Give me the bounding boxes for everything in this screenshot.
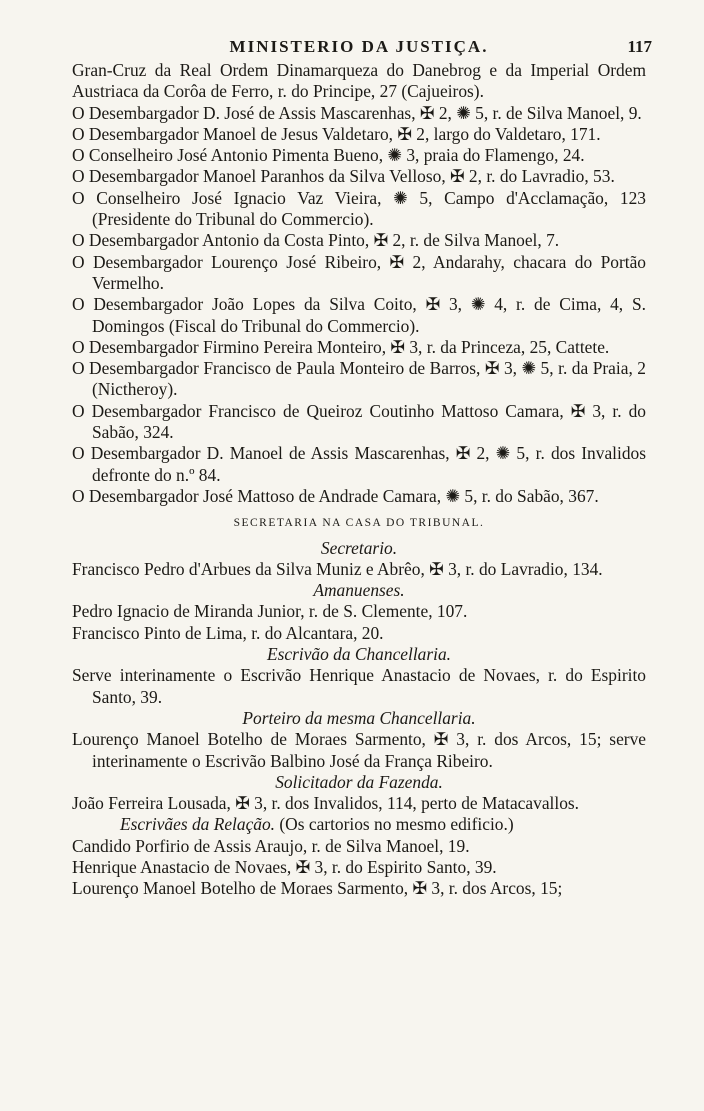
subheading-amanuenses: Amanuenses. xyxy=(313,580,405,601)
running-head xyxy=(72,34,652,60)
entry-continuation: Gran-Cruz da Real Ordem Dinamarqueza do Danebrog e da Imperial Ordem Austriaca da Corôa de Ferro, r. do Principe, 27 (Cajueiros). xyxy=(72,60,646,102)
entry: O Desembargador Francisco de Queiroz Coutinho Mattoso Camara, ✠ 3, r. do Sabão, 324. xyxy=(72,400,646,443)
entry-amanuense: Pedro Ignacio de Miranda Junior, r. de S. Clemente, 107. xyxy=(72,601,468,622)
entry: O Desembargador Manoel de Jesus Valdetaro, ✠ 2, largo do Valdetaro, 171. xyxy=(72,123,601,144)
subheading-porteiro: Porteiro da mesma Chancellaria. xyxy=(242,707,476,728)
entry: O Desembargador João Lopes da Silva Coito, ✠ 3, ✺ 4, r. de Cima, 4, S. Domingos (Fiscal do Tribunal do Commercio). xyxy=(72,294,646,336)
subheading-escrivaes-relacao-note: (Os cartorios no mesmo edificio.) xyxy=(279,814,514,835)
subheading-escrivaes-relacao xyxy=(72,814,646,835)
entry: O Desembargador D. Manoel de Assis Mascarenhas, ✠ 2, ✺ 5, r. dos Invalidos defronte do n.º 84. xyxy=(72,443,646,485)
entry: O Desembargador José Mattoso de Andrade Camara, ✺ 5, r. do Sabão, 367. xyxy=(72,485,599,506)
page-number: 117 xyxy=(627,37,652,56)
entry: O Desembargador D. José de Assis Mascarenhas, ✠ 2, ✺ 5, r. de Silva Manoel, 9. xyxy=(72,102,642,123)
subheading-solicitador: Solicitador da Fazenda. xyxy=(275,771,443,792)
subheading-escrivaes-relacao-title: Escrivães da Relação. xyxy=(120,814,276,835)
entry-porteiro: Lourenço Manoel Botelho de Moraes Sarmento, ✠ 3, r. dos Arcos, 15; serve interinamente o Escrivão Balbino José da França Ribeiro. xyxy=(72,729,646,771)
entry-amanuense: Francisco Pinto de Lima, r. do Alcantara, 20. xyxy=(72,622,384,643)
entry-escrivao-chancellaria: Serve interinamente o Escrivão Henrique Anastacio de Novaes, r. do Espirito Santo, 39. xyxy=(72,665,646,707)
document-body xyxy=(72,60,646,900)
entry: O Desembargador Antonio da Costa Pinto, ✠ 2, r. de Silva Manoel, 7. xyxy=(72,230,560,251)
subheading-secretario: Secretario. xyxy=(320,537,398,558)
section-title: SECRETARIA NA CASA DO TRIBUNAL. xyxy=(233,517,485,530)
entry-secretario: Francisco Pedro d'Arbues da Silva Muniz e Abrêo, ✠ 3, r. do Lavradio, 134. xyxy=(72,558,603,579)
entry: O Desembargador Firmino Pereira Monteiro, ✠ 3, r. da Princeza, 25, Cattete. xyxy=(72,336,610,357)
page-header-title: MINISTERIO DA JUSTIÇA. xyxy=(229,37,489,56)
entry: O Desembargador Manoel Paranhos da Silva Velloso, ✠ 2, r. do Lavradio, 53. xyxy=(72,166,615,187)
entry-solicitador: João Ferreira Lousada, ✠ 3, r. dos Invalidos, 114, perto de Matacavallos. xyxy=(72,793,580,814)
entry-escrivao-relacao: Lourenço Manoel Botelho de Moraes Sarmento, ✠ 3, r. dos Arcos, 15; xyxy=(72,878,563,899)
entry-escrivao-relacao: Candido Porfirio de Assis Araujo, r. de Silva Manoel, 19. xyxy=(72,835,470,856)
subheading-escrivao-chancellaria: Escrivão da Chancellaria. xyxy=(266,644,452,665)
entry: O Desembargador Francisco de Paula Monteiro de Barros, ✠ 3, ✺ 5, r. da Praia, 2 (Nictheroy). xyxy=(72,358,646,400)
entry: O Desembargador Lourenço José Ribeiro, ✠ 2, Andarahy, chacara do Portão Vermelho. xyxy=(72,251,646,293)
entry: O Conselheiro José Ignacio Vaz Vieira, ✺ 5, Campo d'Acclamação, 123 (Presidente do Tribunal do Commercio). xyxy=(72,187,646,230)
entry-escrivao-relacao: Henrique Anastacio de Novaes, ✠ 3, r. do Espirito Santo, 39. xyxy=(72,856,497,877)
entry: O Conselheiro José Antonio Pimenta Bueno, ✺ 3, praia do Flamengo, 24. xyxy=(72,145,585,166)
